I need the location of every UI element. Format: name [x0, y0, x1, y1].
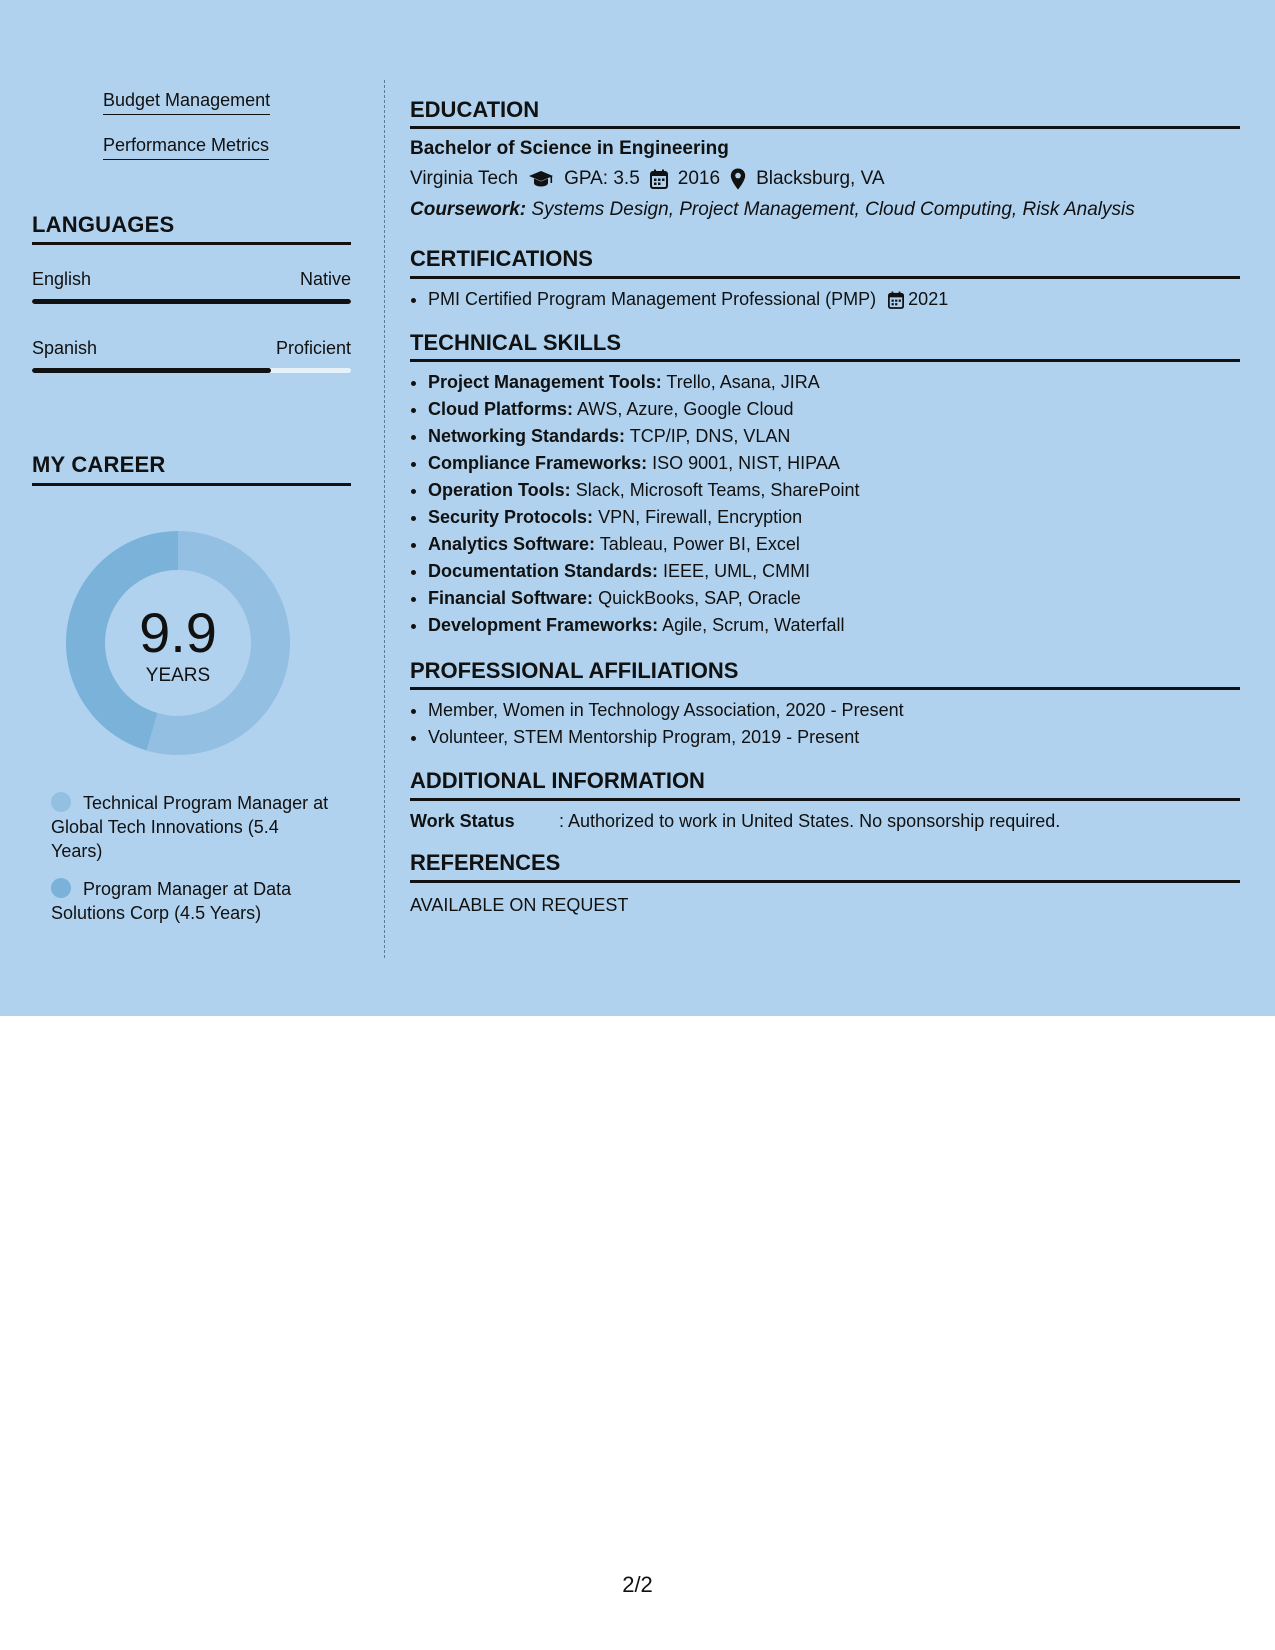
skill-label: Operation Tools:	[428, 480, 571, 500]
work-status-label: Work Status	[410, 811, 515, 831]
career-total-unit: YEARS	[145, 665, 211, 686]
career-title: MY CAREER	[32, 452, 166, 477]
location-pin-icon	[730, 168, 746, 190]
list-item	[428, 369, 1240, 396]
legend-dot	[51, 792, 71, 812]
section-rule	[32, 483, 351, 486]
calendar-icon	[650, 169, 668, 189]
skill-label: Financial Software:	[428, 588, 594, 608]
references-text: AVAILABLE ON REQUEST	[410, 895, 629, 915]
skill-value: QuickBooks, SAP, Oracle	[598, 588, 801, 608]
column-divider	[384, 80, 385, 958]
list-item	[428, 531, 1240, 558]
list-item	[428, 423, 1240, 450]
language-name: English	[32, 269, 92, 289]
skill-value: TCP/IP, DNS, VLAN	[629, 426, 791, 446]
skill-item: Performance Metrics	[103, 134, 269, 160]
list-item: • Volunteer, STEM Mentorship Program, 2019 - Present	[428, 724, 1240, 751]
list-item	[428, 477, 1240, 504]
affiliations-title: PROFESSIONAL AFFILIATIONS	[410, 658, 739, 683]
skill-label: Networking Standards:	[428, 426, 626, 446]
work-status-value: : Authorized to work in United States. No sponsorship required.	[559, 811, 1061, 831]
skill-value: IEEE, UML, CMMI	[663, 561, 811, 581]
list-item	[428, 286, 1240, 313]
skill-label: Documentation Standards:	[428, 561, 659, 581]
language-row	[32, 337, 351, 359]
coursework-list: Systems Design, Project Management, Cloud Computing, Risk Analysis	[531, 199, 1135, 220]
references-title: REFERENCES	[410, 850, 561, 875]
technical-skills-list	[410, 369, 1240, 639]
affiliations-list	[410, 697, 1240, 751]
additional-info-title: ADDITIONAL INFORMATION	[410, 768, 705, 793]
certifications-title: CERTIFICATIONS	[410, 246, 593, 271]
graduation-cap-icon	[528, 170, 554, 188]
skill-value: VPN, Firewall, Encryption	[598, 507, 803, 527]
education-title: EDUCATION	[410, 97, 540, 122]
language-level: Proficient	[275, 338, 351, 358]
career-donut-chart	[66, 531, 290, 755]
skill-label: Cloud Platforms:	[428, 399, 574, 419]
skill-value: Trello, Asana, JIRA	[666, 372, 820, 392]
list-item	[428, 396, 1240, 423]
certification-name: • PMI Certified Program Management Professional (PMP)	[428, 289, 877, 309]
calendar-icon	[888, 291, 904, 309]
career-legend-text: Program Manager at Data Solutions Corp (4.5 Years)	[51, 879, 292, 923]
coursework	[410, 198, 1135, 222]
career-total-years: 9.9	[139, 601, 217, 664]
skill-label: Development Frameworks:	[428, 615, 659, 635]
skill-value: Slack, Microsoft Teams, SharePoint	[575, 480, 860, 500]
skill-value: AWS, Azure, Google Cloud	[577, 399, 794, 419]
language-proficiency-bar	[32, 299, 351, 304]
graduation-year: 2016	[677, 168, 721, 189]
list-item	[428, 558, 1240, 585]
language-proficiency-fill	[32, 299, 351, 304]
list-item	[428, 504, 1240, 531]
language-level: Native	[299, 269, 351, 289]
gpa: GPA: 3.5	[564, 168, 640, 189]
skill-item: Budget Management	[103, 89, 270, 115]
school-location: Blacksburg, VA	[756, 168, 885, 189]
language-proficiency-bar	[32, 368, 351, 373]
legend-dot	[51, 878, 71, 898]
list-item	[428, 585, 1240, 612]
career-legend-item	[51, 877, 331, 925]
technical-skills-title: TECHNICAL SKILLS	[410, 330, 622, 355]
section-rule	[410, 798, 1240, 801]
skill-value: Agile, Scrum, Waterfall	[662, 615, 845, 635]
language-row	[32, 268, 351, 290]
work-status-row	[410, 810, 1060, 832]
section-rule	[32, 242, 351, 245]
certification-year: 2021	[908, 289, 949, 309]
skill-label: Analytics Software:	[428, 534, 596, 554]
education-meta	[410, 167, 885, 191]
section-rule	[410, 687, 1240, 690]
section-rule	[410, 880, 1240, 883]
list-item: • Member, Women in Technology Association, 2020 - Present	[428, 697, 1240, 724]
list-item	[428, 450, 1240, 477]
page-number: 2/2	[622, 1572, 653, 1597]
career-legend-text: Technical Program Manager at Global Tech Innovations (5.4 Years)	[51, 793, 329, 861]
degree-name: Bachelor of Science in Engineering	[410, 138, 729, 159]
list-item	[428, 612, 1240, 639]
section-rule	[410, 126, 1240, 129]
language-proficiency-fill	[32, 368, 271, 373]
skill-value: Tableau, Power BI, Excel	[599, 534, 800, 554]
career-legend-item	[51, 791, 331, 863]
skill-label: Project Management Tools:	[428, 372, 662, 392]
section-rule	[410, 276, 1240, 279]
language-name: Spanish	[32, 338, 98, 358]
school-name: Virginia Tech	[410, 168, 519, 189]
languages-title: LANGUAGES	[32, 212, 175, 237]
coursework-label: Coursework:	[410, 199, 527, 220]
skill-label: Security Protocols:	[428, 507, 594, 527]
certifications-list	[410, 286, 1240, 313]
section-rule	[410, 359, 1240, 362]
skill-value: ISO 9001, NIST, HIPAA	[652, 453, 840, 473]
skill-label: Compliance Frameworks:	[428, 453, 648, 473]
